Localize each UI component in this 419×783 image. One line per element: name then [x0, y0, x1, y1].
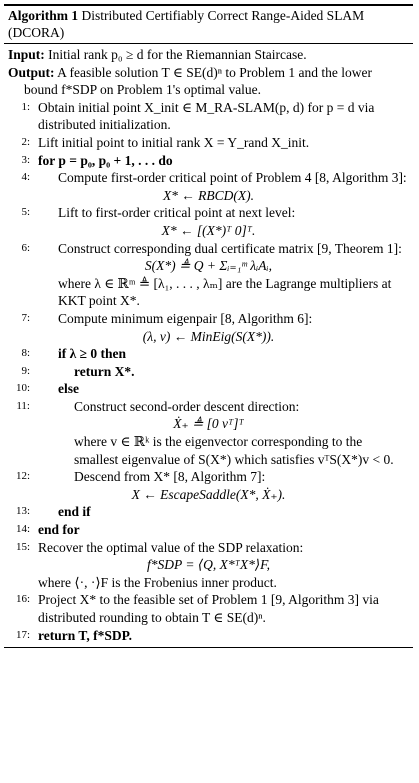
output-text: A feasible solution T ∈ SE(d)ⁿ to Problem 1 and the lower bound f*SDP on Problem 1's optimal value. — [24, 64, 372, 98]
line-14: 14: end for — [15, 522, 80, 538]
equation-sdp: f*SDP = ⟨Q, X*ᵀX*⟩F, — [147, 557, 270, 573]
line-15-where: where ⟨·, ·⟩F is the Frobenius inner product. — [38, 574, 277, 590]
equation-mineig: (λ, v) ← MinEig(S(X*)). — [142, 328, 275, 344]
line-10: 10: else — [15, 381, 79, 397]
line-17: 17: return T, f*SDP. — [15, 627, 133, 643]
algorithm-name: Distributed Certifiably Correct Range-Aided SLAM (DCORA) — [8, 8, 365, 40]
line-8: 8: if λ ≥ 0 then — [21, 346, 127, 362]
equation-rbcd: X* ← RBCD(X). — [162, 187, 255, 203]
output-line — [8, 64, 409, 99]
input-text: Initial rank p₀ ≥ d for the Riemannian Staircase. — [48, 47, 307, 62]
algorithm-box — [4, 4, 413, 648]
algorithm-label: Algorithm 1 — [8, 8, 79, 23]
line-2: 2: Lift initial point to initial rank X = Y_rand X_init. — [21, 134, 310, 150]
equation-lift: X* ← [(X*)ᵀ 0]ᵀ. — [161, 222, 256, 238]
equation-descent: Ẋ₊ ≜ [0 vᵀ]ᵀ — [173, 416, 244, 432]
line-3: 3: for p = p₀, p₀ + 1, . . . do — [21, 152, 173, 168]
line-16: 16: Project X* to the feasible set of Problem 1 [9, Algorithm 3] via distributed rounding to obtain T ∈ SE(d)ⁿ. — [15, 592, 379, 625]
line-7: 7: Compute minimum eigenpair [8, Algorithm 6]: — [21, 310, 313, 326]
input-label: Input: — [8, 47, 45, 62]
line-6: 6: Construct corresponding dual certificate matrix [9, Theorem 1]: — [21, 240, 402, 256]
line-15: 15: Recover the optimal value of the SDP relaxation: — [15, 539, 304, 555]
line-5: 5: Lift to first-order critical point at next level: — [21, 205, 296, 221]
algorithm-body — [4, 44, 413, 644]
equation-certificate: S(X*) ≜ Q + Σᵢ₌₁ᵐ λᵢAᵢ, — [144, 258, 273, 274]
line-1: 1: Obtain initial point X_init ∈ M_RA-SLAM(p, d) for p = d via distributed initialization. — [21, 99, 375, 133]
equation-escape: X ← EscapeSaddle(X*, Ẋ₊). — [131, 486, 286, 502]
output-label: Output: — [8, 64, 55, 80]
line-13: 13: end if — [15, 504, 91, 520]
line-11-where: where v ∈ ℝᵏ is the eigenvector corresponding to the smallest eigenvalue of S(X*) which satisfies vᵀS(X*)v < 0. — [74, 434, 394, 467]
algorithm-title — [4, 6, 413, 43]
line-9: 9: return X*. — [21, 363, 135, 379]
line-12: 12: Descend from X* [8, Algorithm 7]: — [15, 469, 266, 485]
line-11: 11: Construct second-order descent direction: — [16, 398, 300, 414]
bottom-rule — [4, 647, 413, 648]
line-6-where: where λ ∈ ℝᵐ ≜ [λ₁, . . . , λₘ] are the Lagrange multipliers at KKT point X*. — [58, 275, 392, 309]
line-4: 4: Compute first-order critical point of Problem 4 [8, Algorithm 3]: — [21, 170, 407, 186]
input-line — [8, 46, 409, 64]
